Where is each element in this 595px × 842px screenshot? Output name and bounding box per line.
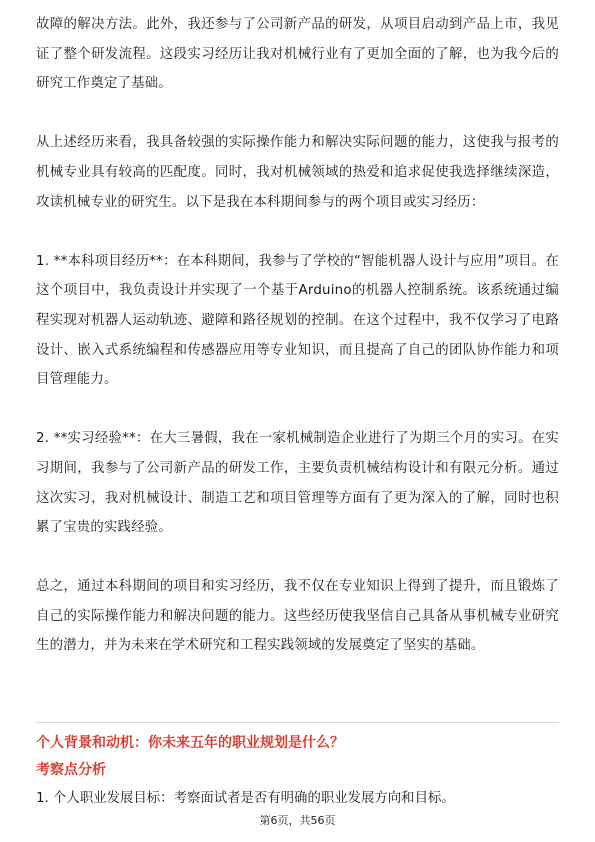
paragraph-gap [36, 99, 559, 129]
analysis-point: 1. 个人职业发展目标：考察面试者是否有明确的职业发展方向和目标。 [36, 791, 455, 806]
paragraph-gap [36, 543, 559, 573]
paragraph-troubleshooting: 故障的解决方法。此外，我还参与了公司新产品的研发，从项目启动到产品上市，我见证了整个研发流程。这段实习经历让我对机械行业有了更加全面的了解，也为我今后的研究工作奠定了基础。 [36, 17, 559, 92]
paragraph-project-experience: 1. **本科项目经历**：在本科期间，我参与了学校的“智能机器人设计与应用”项目。在这个项目中，我负责设计并实现了一个基于Arduino的机器人控制系统。该系统通过编程实现对机器人运动轨迹、避障和路径规划的控制。在这个过程中，我不仅学习了电路设计、嵌入式系统编程和传感器应用等专业知识，而且提高了自己的团队协作能力和项目管理能力。 [36, 253, 559, 388]
paragraph-conclusion: 总之，通过本科期间的项目和实习经历，我不仅在专业知识上得到了提升，而且锻炼了自己的实际操作能力和解决问题的能力。这些经历使我坚信自己具备从事机械专业研究生的潜力，并为未来在学术研究和工程实践领域的发展奠定了坚实的基础。 [36, 579, 559, 654]
page-number-footer: 第6页，共56页 [259, 814, 336, 827]
answer-body [36, 10, 559, 661]
paragraph-internship-experience: 2. **实习经验**：在大三暑假，我在一家机械制造企业进行了为期三个月的实习。在实习期间，我参与了公司新产品的研发工作，主要负责机械结构设计和有限元分析。通过这次实习，我对机械设计、制造工艺和项目管理等方面有了更为深入的了解，同时也积累了宝贵的实践经验。 [36, 431, 559, 536]
section-divider [36, 722, 559, 723]
paragraph-gap [36, 395, 559, 425]
paragraph-experience-summary: 从上述经历来看，我具备较强的实际操作能力和解决实际问题的能力，这使我与报考的机械专业具有较高的匹配度。同时，我对机械领域的热爱和追求促使我选择继续深造，攻读机械专业的研究生。以下是我在本科期间参与的两个项目或实习经历： [36, 135, 559, 210]
question-heading: 个人背景和动机：你未来五年的职业规划是什么？ [36, 735, 344, 751]
paragraph-gap [36, 217, 559, 247]
analysis-heading: 考察点分析 [36, 762, 106, 778]
